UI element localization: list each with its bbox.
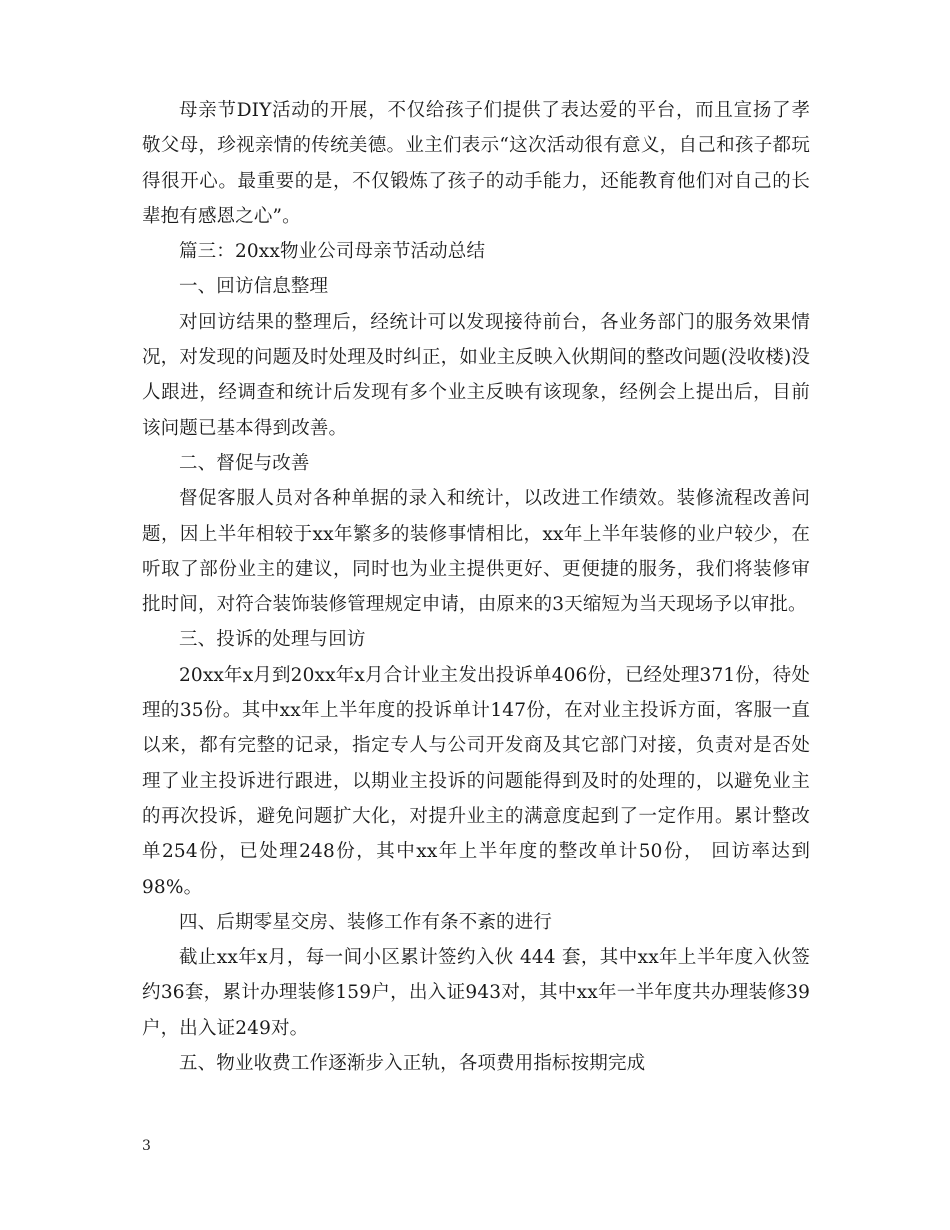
paragraph-4: 截止xx年x月，每一间小区累计签约入伙 444 套，其中xx年上半年度入伙签约36套，累计办理装修159户，出入证943对，其中xx年一半年度共办理装修39户，出入证249对。 (142, 947, 810, 1039)
heading-5: 五、物业收费工作逐渐步入正轨，各项费用指标按期完成 (179, 1053, 646, 1075)
paragraph-3: 20xx年x月到20xx年x月合计业主发出投诉单406份，已经处理371份，待处理的35份。其中xx年上半年度的投诉单计147份，在对业主投诉方面，客服一直以来，都有完整的记录，指定专人与公司开发商及其它部门对接，负责对是否处理了业主投诉进行跟进，以期业主投诉的问题能得到及时的处理的，以避免业主的再次投诉，避免问题扩大化，对提升业主的满意度起到了一定作用。累计整改单254份，已处理248份，其中xx年上半年度的整改单计50份， 回访率达到98%。 (142, 664, 810, 898)
document-body (142, 93, 810, 1081)
paragraph-1: 对回访结果的整理后，经统计可以发现接待前台，各业务部门的服务效果情况，对发现的问题及时处理及时纠正，如业主反映入伙期间的整改问题(没收楼)没人跟进，经调查和统计后发现有多个业主反映有该现象，经例会上提出后，目前该问题已基本得到改善。 (142, 311, 810, 439)
paragraph-diy-activity: 母亲节DIY活动的开展，不仅给孩子们提供了表达爱的平台，而且宣扬了孝敬父母，珍视亲情的传统美德。业主们表示“这次活动很有意义，自己和孩子都玩得很开心。最重要的是，不仅锻炼了孩子的动手能力，还能教育他们对自己的长辈抱有感恩之心”。 (142, 100, 810, 227)
section-title: 篇三：20xx物业公司母亲节活动总结 (179, 241, 486, 263)
heading-4: 四、后期零星交房、装修工作有条不紊的进行 (179, 911, 553, 933)
heading-2: 二、督促与改善 (179, 452, 310, 474)
paragraph-2: 督促客服人员对各种单据的录入和统计，以改进工作绩效。装修流程改善问题，因上半年相较于xx年繁多的装修事情相比，xx年上半年装修的业户较少，在听取了部份业主的建议，同时也为业主提供更好、更便捷的服务，我们将装修审批时间，对符合装饰装修管理规定申请，由原来的3天缩短为当天现场予以审批。 (142, 488, 810, 616)
heading-1: 一、回访信息整理 (179, 276, 329, 298)
heading-3: 三、投诉的处理与回访 (179, 629, 366, 651)
page-number: 3 (142, 1138, 151, 1154)
